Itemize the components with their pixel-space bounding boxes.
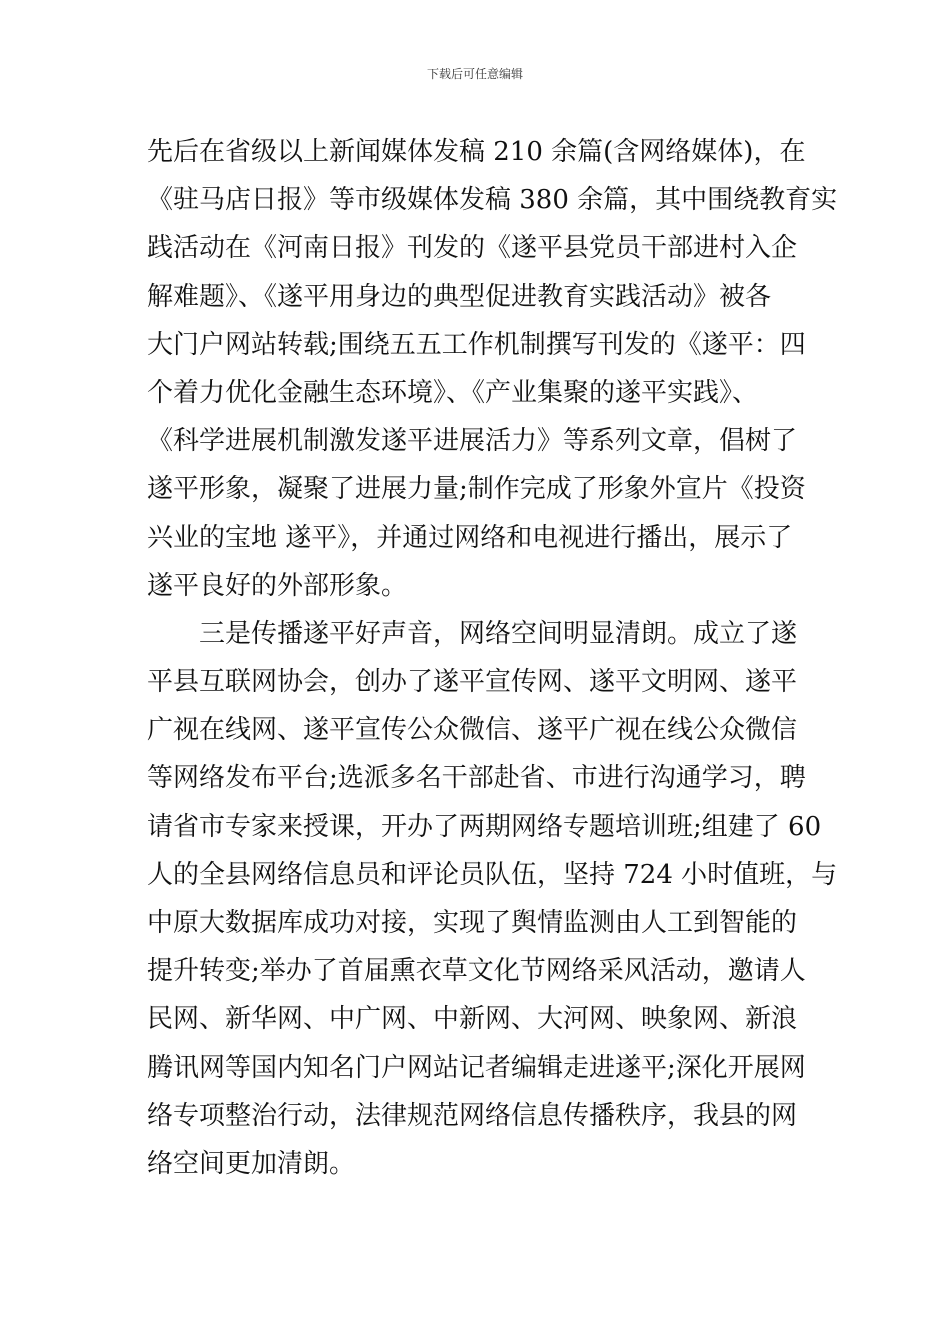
text-line: 兴业的宝地 遂平》，并通过网络和电视进行播出，展示了 [147,522,793,553]
paragraph-1 [147,128,838,610]
text-line: 《科学进展机制激发遂平进展活力》等系列文章，倡树了 [147,426,798,457]
body-text [147,128,838,1188]
text-line: 民网、新华网、中广网、中新网、大河网、映象网、新浪 [147,1004,798,1035]
text-line: 大门户网站转载;围绕五五工作机制撰写刊发的《遂平：四 [147,329,806,360]
text-line: 腾讯网等国内知名门户网站记者编辑走进遂平;深化开展网 [147,1052,806,1083]
text-line: 请省市专家来授课，开办了两期网络专题培训班;组建了 60 [147,811,822,842]
text-line: 等网络发布平台;选派多名干部赴省、市进行沟通学习，聘 [147,763,806,794]
text-line: 提升转变;举办了首届熏衣草文化节网络采风活动，邀请人 [147,956,806,987]
text-line: 个着力优化金融生态环境》、《产业集聚的遂平实践》、 [147,377,759,408]
page-header: 下载后可任意编辑 [426,67,523,81]
text-line: 平县互联网协会，创办了遂平宣传网、遂平文明网、遂平 [147,667,798,698]
text-line: 络空间更加清朗。 [147,1148,356,1179]
text-line: 广视在线网、遂平宣传公众微信、遂平广视在线公众微信 [147,715,798,746]
text-line: 先后在省级以上新闻媒体发稿 210 余篇(含网络媒体)，在 [147,137,806,167]
text-line: 解难题》、《遂平用身边的典型促进教育实践活动》被各 [147,281,772,312]
text-line: 三是传播遂平好声音，网络空间明显清朗。成立了遂 [199,618,798,649]
text-line: 遂平形象，凝聚了进展力量;制作完成了形象外宣片《投资 [147,474,806,505]
text-line: 践活动在《河南日报》刊发的《遂平县党员干部进村入企 [147,233,798,264]
text-line: 遂平良好的外部形象。 [147,570,408,601]
text-line: 《驻马店日报》等市级媒体发稿 380 余篇，其中围绕教育实 [147,185,838,216]
text-line: 中原大数据库成功对接，实现了舆情监测由人工到智能的 [147,908,798,938]
text-line: 人的全县网络信息员和评论员队伍，坚持 724 小时值班，与 [147,859,838,890]
paragraph-2 [147,610,838,1188]
text-line: 络专项整治行动，法律规范网络信息传播秩序，我县的网 [147,1100,798,1131]
